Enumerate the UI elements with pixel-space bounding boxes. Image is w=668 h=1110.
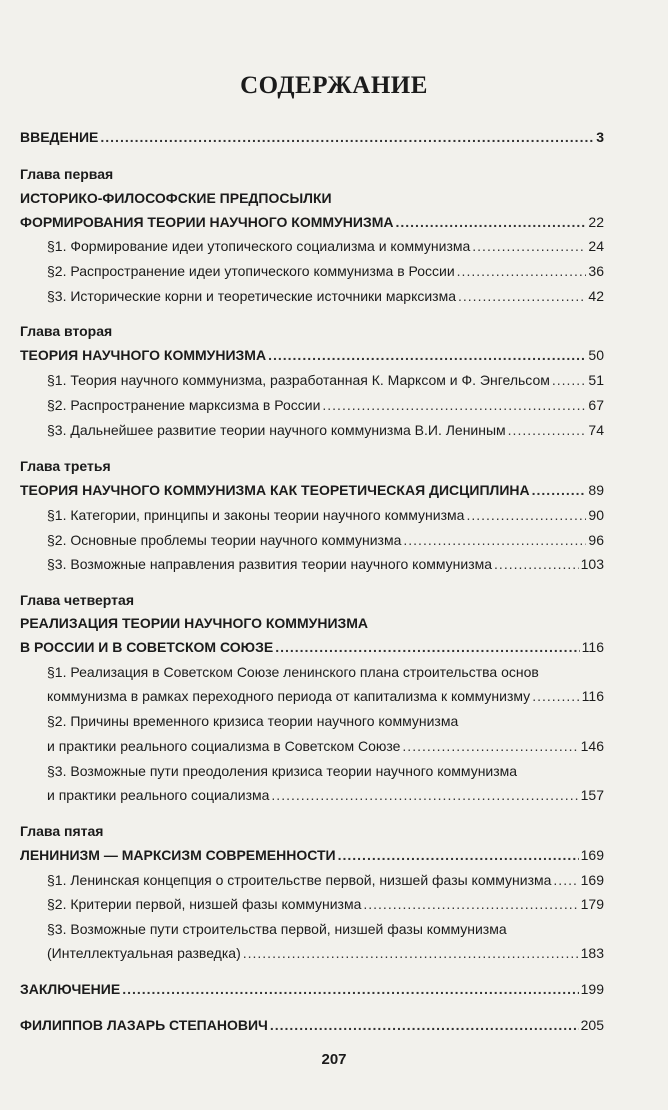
toc-entry-page: 179 bbox=[580, 896, 604, 912]
toc-entry-ch5-s1[interactable] bbox=[47, 871, 604, 889]
dot-leader bbox=[270, 1016, 579, 1034]
toc-entry-ch4-s3-line1: §3. Возможные пути преодоления кризиса теории научного коммунизма bbox=[47, 763, 518, 779]
dot-leader bbox=[396, 213, 587, 231]
dot-leader bbox=[100, 128, 594, 146]
toc-entry-ch3-s3[interactable] bbox=[47, 555, 604, 573]
toc-entry-ch4-s3[interactable] bbox=[47, 786, 604, 804]
toc-entry-label: §2. Основные проблемы теории научного коммунизма bbox=[47, 532, 402, 548]
toc-entry-page: 169 bbox=[580, 872, 604, 888]
chapter-4-title-line1: РЕАЛИЗАЦИЯ ТЕОРИИ НАУЧНОГО КОММУНИЗМА bbox=[20, 615, 369, 631]
toc-entry-page: 89 bbox=[588, 482, 604, 498]
toc-entry-label: §3. Возможные направления развития теории научного коммунизма bbox=[47, 556, 493, 572]
dot-leader bbox=[552, 371, 587, 389]
toc-entry-chapter-5[interactable] bbox=[20, 846, 604, 864]
toc-entry-ch1-s1[interactable] bbox=[47, 237, 604, 255]
toc-entry-page: 36 bbox=[588, 263, 604, 279]
toc-entry-label: §2. Критерии первой, низшей фазы коммунизма bbox=[47, 896, 362, 912]
toc-entry-page: 116 bbox=[581, 639, 604, 655]
toc-entry-label: ФИЛИППОВ ЛАЗАРЬ СТЕПАНОВИЧ bbox=[20, 1017, 268, 1033]
toc-entry-page: 3 bbox=[596, 129, 604, 145]
toc-entry-page: 205 bbox=[580, 1017, 604, 1033]
toc-entry-ch1-s3[interactable] bbox=[47, 287, 604, 305]
toc-entry-page: 90 bbox=[588, 507, 604, 523]
toc-entry-chapter-4[interactable] bbox=[20, 638, 604, 656]
dot-leader bbox=[466, 506, 586, 524]
toc-entry-label: и практики реального социализма bbox=[47, 787, 270, 803]
chapter-3-heading: Глава третья bbox=[20, 458, 111, 474]
toc-entry-page: 146 bbox=[580, 738, 604, 754]
dot-leader bbox=[457, 262, 587, 280]
toc-entry-label: ТЕОРИЯ НАУЧНОГО КОММУНИЗМА bbox=[20, 347, 267, 363]
toc-entry-page: 67 bbox=[588, 397, 604, 413]
toc-entry-label: §1. Ленинская концепция о строительстве первой, низшей фазы коммунизма bbox=[47, 872, 552, 888]
dot-leader bbox=[472, 237, 586, 255]
toc-entry-ch4-s1-line1: §1. Реализация в Советском Союзе ленинского плана строительства основ bbox=[47, 664, 539, 680]
dot-leader bbox=[508, 421, 587, 439]
toc-entry-page: 51 bbox=[588, 372, 604, 388]
dot-leader bbox=[458, 287, 586, 305]
chapter-2-heading: Глава вторая bbox=[20, 323, 113, 339]
toc-entry-ch4-s1[interactable] bbox=[47, 687, 604, 705]
dot-leader bbox=[322, 396, 586, 414]
toc-entry-label: §1. Категории, принципы и законы теории научного коммунизма bbox=[47, 507, 465, 523]
toc-entry-label: ФОРМИРОВАНИЯ ТЕОРИИ НАУЧНОГО КОММУНИЗМА bbox=[20, 214, 394, 230]
dot-leader bbox=[275, 638, 579, 656]
toc-entry-label: §3. Дальнейшее развитие теории научного коммунизма В.И. Лениным bbox=[47, 422, 506, 438]
toc-entry-page: 50 bbox=[588, 347, 604, 363]
toc-entry-chapter-3[interactable] bbox=[20, 481, 604, 499]
toc-entry-ch2-s2[interactable] bbox=[47, 396, 604, 414]
toc-entry-ch5-s3[interactable] bbox=[47, 944, 604, 962]
toc-entry-page: 42 bbox=[588, 288, 604, 304]
toc-entry-chapter-2[interactable] bbox=[20, 346, 604, 364]
toc-entry-ch4-s2-line1: §2. Причины временного кризиса теории научного коммунизма bbox=[47, 713, 459, 729]
toc-entry-label: коммунизма в рамках переходного периода от капитализма к коммунизму bbox=[47, 688, 531, 704]
dot-leader bbox=[532, 687, 579, 705]
toc-entry-ch2-s3[interactable] bbox=[47, 421, 604, 439]
toc-entry-label: §3. Исторические корни и теоретические источники марксизма bbox=[47, 288, 457, 304]
dot-leader bbox=[532, 481, 587, 499]
toc-entry-label: ЛЕНИНИЗМ — МАРКСИЗМ СОВРЕМЕННОСТИ bbox=[20, 847, 336, 863]
toc-entry-label: §1. Формирование идеи утопического социализма и коммунизма bbox=[47, 238, 471, 254]
dot-leader bbox=[553, 871, 578, 889]
toc-entry-label: (Интеллектуальная разведка) bbox=[47, 945, 241, 961]
toc-entry-ch3-s2[interactable] bbox=[47, 531, 604, 549]
toc-entry-introduction[interactable] bbox=[20, 128, 604, 146]
toc-entry-page: 96 bbox=[588, 532, 604, 548]
toc-entry-chapter-1[interactable] bbox=[20, 213, 604, 231]
toc-entry-label: и практики реального социализма в Советском Союзе bbox=[47, 738, 401, 754]
toc-entry-ch1-s2[interactable] bbox=[47, 262, 604, 280]
chapter-5-heading: Глава пятая bbox=[20, 823, 104, 839]
dot-leader bbox=[338, 846, 579, 864]
toc-entry-author[interactable] bbox=[20, 1016, 604, 1034]
toc-entry-page: 24 bbox=[588, 238, 604, 254]
toc-entry-ch4-s2[interactable] bbox=[47, 737, 604, 755]
toc-entry-page: 157 bbox=[580, 787, 604, 803]
dot-leader bbox=[363, 895, 578, 913]
toc-entry-page: 199 bbox=[580, 981, 604, 997]
toc-entry-label: §2. Распространение идеи утопического коммунизма в России bbox=[47, 263, 455, 279]
toc-entry-page: 103 bbox=[580, 556, 604, 572]
chapter-1-heading: Глава первая bbox=[20, 166, 114, 182]
toc-entry-ch3-s1[interactable] bbox=[47, 506, 604, 524]
toc-entry-label: §1. Теория научного коммунизма, разработанная К. Марксом и Ф. Энгельсом bbox=[47, 372, 550, 388]
dot-leader bbox=[243, 944, 579, 962]
toc-entry-conclusion[interactable] bbox=[20, 980, 604, 998]
chapter-4-heading: Глава четвертая bbox=[20, 592, 134, 608]
page-title: СОДЕРЖАНИЕ bbox=[240, 72, 428, 99]
page-number: 207 bbox=[321, 1051, 347, 1068]
dot-leader bbox=[403, 531, 586, 549]
toc-entry-page: 116 bbox=[581, 688, 604, 704]
toc-entry-page: 169 bbox=[580, 847, 604, 863]
dot-leader bbox=[402, 737, 578, 755]
toc-entry-label: ЗАКЛЮЧЕНИЕ bbox=[20, 981, 121, 997]
toc-entry-label: В РОССИИ И В СОВЕТСКОМ СОЮЗЕ bbox=[20, 639, 274, 655]
chapter-1-title-line1: ИСТОРИКО-ФИЛОСОФСКИЕ ПРЕДПОСЫЛКИ bbox=[20, 190, 332, 206]
toc-entry-page: 183 bbox=[580, 945, 604, 961]
dot-leader bbox=[494, 555, 579, 573]
toc-entry-label: ТЕОРИЯ НАУЧНОГО КОММУНИЗМА КАК ТЕОРЕТИЧЕСКАЯ ДИСЦИПЛИНА bbox=[20, 482, 530, 498]
dot-leader bbox=[271, 786, 578, 804]
toc-entry-label: ВВЕДЕНИЕ bbox=[20, 129, 99, 145]
toc-entry-page: 74 bbox=[588, 422, 604, 438]
dot-leader bbox=[122, 980, 578, 998]
toc-entry-ch2-s1[interactable] bbox=[47, 371, 604, 389]
toc-entry-page: 22 bbox=[588, 214, 604, 230]
toc-entry-ch5-s3-line1: §3. Возможные пути строительства первой, низшей фазы коммунизма bbox=[47, 921, 507, 937]
toc-entry-ch5-s2[interactable] bbox=[47, 895, 604, 913]
dot-leader bbox=[268, 346, 586, 364]
toc-entry-label: §2. Распространение марксизма в России bbox=[47, 397, 321, 413]
